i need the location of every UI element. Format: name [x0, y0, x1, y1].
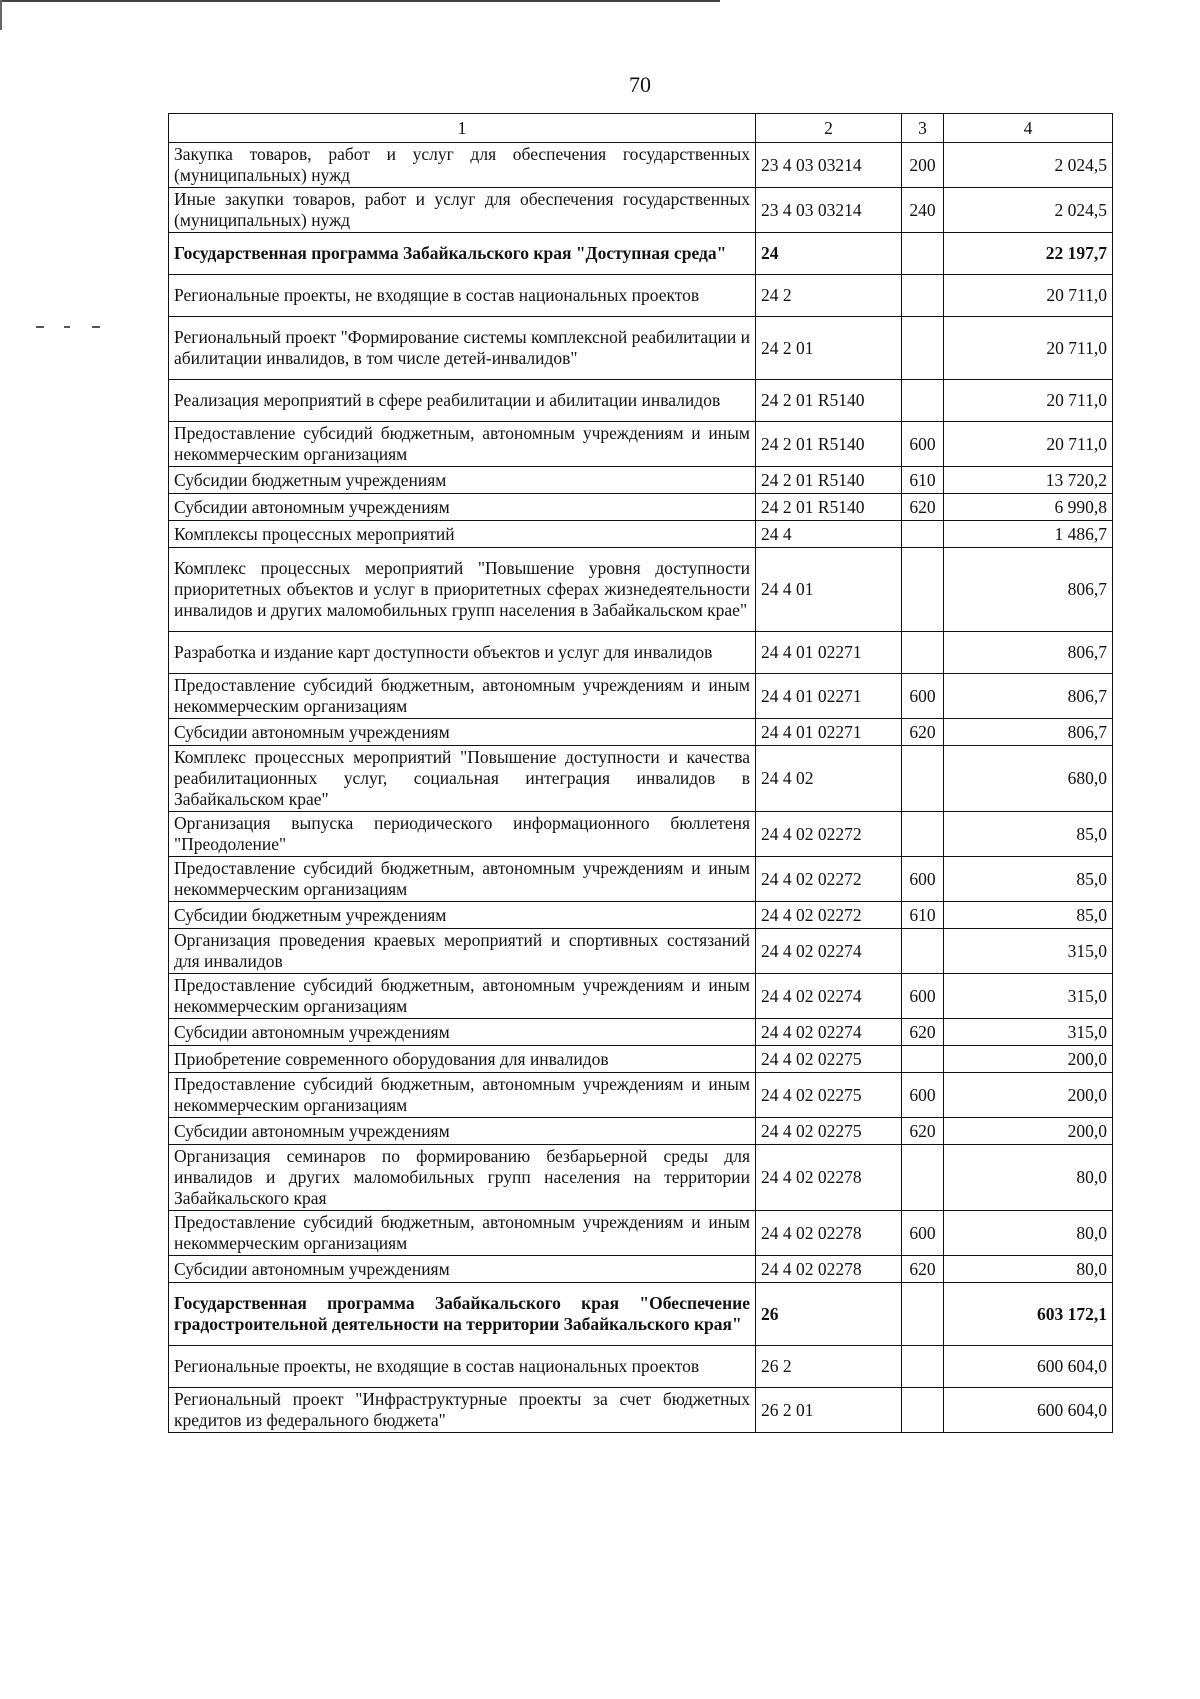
row-type-cell: 600 [902, 857, 944, 902]
row-amount-cell: 20 711,0 [944, 380, 1113, 422]
row-code-cell: 24 4 02 [756, 746, 902, 812]
table-header-row [169, 114, 1113, 143]
scan-edge-left [0, 0, 2, 30]
row-type-cell [902, 746, 944, 812]
page-number: 70 [629, 72, 651, 97]
row-code-cell: 24 4 02 02272 [756, 812, 902, 857]
row-name-cell: Организация семинаров по формированию безбарьерной среды для инвалидов и других маломобильных групп населения на территории Забайкальского края [169, 1145, 756, 1211]
table-row [169, 902, 1113, 929]
table-row [169, 380, 1113, 422]
budget-table-body [169, 114, 1113, 1433]
row-code-cell: 24 [756, 233, 902, 275]
row-amount-cell: 80,0 [944, 1145, 1113, 1211]
table-row [169, 719, 1113, 746]
row-type-cell [902, 632, 944, 674]
row-code-cell: 24 4 02 02274 [756, 974, 902, 1019]
table-row [169, 1388, 1113, 1433]
row-type-cell [902, 275, 944, 317]
row-amount-cell: 6 990,8 [944, 494, 1113, 521]
row-type-cell: 600 [902, 674, 944, 719]
table-row [169, 494, 1113, 521]
column-header: 1 [169, 114, 756, 143]
row-amount-cell: 13 720,2 [944, 467, 1113, 494]
row-name-cell: Субсидии бюджетным учреждениям [169, 467, 756, 494]
row-amount-cell: 85,0 [944, 857, 1113, 902]
row-code-cell: 24 2 01 R5140 [756, 494, 902, 521]
row-code-cell: 24 4 02 02274 [756, 929, 902, 974]
row-code-cell: 23 4 03 03214 [756, 188, 902, 233]
table-row [169, 317, 1113, 380]
row-code-cell: 24 4 01 02271 [756, 632, 902, 674]
row-amount-cell: 200,0 [944, 1073, 1113, 1118]
row-code-cell: 24 4 02 02278 [756, 1211, 902, 1256]
row-name-cell: Региональные проекты, не входящие в состав национальных проектов [169, 275, 756, 317]
row-amount-cell: 2 024,5 [944, 188, 1113, 233]
row-amount-cell: 20 711,0 [944, 422, 1113, 467]
row-code-cell: 24 4 02 02278 [756, 1145, 902, 1211]
row-amount-cell: 80,0 [944, 1256, 1113, 1283]
row-name-cell: Предоставление субсидий бюджетным, автономным учреждениям и иным некоммерческим организациям [169, 1211, 756, 1256]
row-amount-cell: 1 486,7 [944, 521, 1113, 548]
row-amount-cell: 85,0 [944, 812, 1113, 857]
row-amount-cell: 600 604,0 [944, 1346, 1113, 1388]
row-code-cell: 24 4 02 02274 [756, 1019, 902, 1046]
row-name-cell: Организация выпуска периодического информационного бюллетеня "Преодоление" [169, 812, 756, 857]
row-name-cell: Предоставление субсидий бюджетным, автономным учреждениям и иным некоммерческим организациям [169, 674, 756, 719]
row-code-cell: 26 2 01 [756, 1388, 902, 1433]
row-amount-cell: 603 172,1 [944, 1283, 1113, 1346]
table-row [169, 1346, 1113, 1388]
table-row [169, 1046, 1113, 1073]
scan-mark-left [92, 326, 100, 328]
row-code-cell: 23 4 03 03214 [756, 143, 902, 188]
table-row [169, 1019, 1113, 1046]
row-type-cell [902, 1046, 944, 1073]
row-name-cell: Субсидии автономным учреждениям [169, 1256, 756, 1283]
row-type-cell: 610 [902, 467, 944, 494]
row-type-cell [902, 380, 944, 422]
row-code-cell: 24 4 02 02275 [756, 1118, 902, 1145]
column-header: 2 [756, 114, 902, 143]
row-code-cell: 26 [756, 1283, 902, 1346]
column-header: 3 [902, 114, 944, 143]
row-code-cell: 24 4 01 02271 [756, 674, 902, 719]
row-code-cell: 26 2 [756, 1346, 902, 1388]
row-amount-cell: 85,0 [944, 902, 1113, 929]
row-code-cell: 24 4 02 02275 [756, 1046, 902, 1073]
row-amount-cell: 315,0 [944, 1019, 1113, 1046]
table-row [169, 857, 1113, 902]
table-row [169, 632, 1113, 674]
row-type-cell: 620 [902, 719, 944, 746]
table-row [169, 974, 1113, 1019]
row-name-cell: Предоставление субсидий бюджетным, автономным учреждениям и иным некоммерческим организациям [169, 1073, 756, 1118]
row-amount-cell: 806,7 [944, 548, 1113, 632]
table-row [169, 1118, 1113, 1145]
table-row [169, 1073, 1113, 1118]
row-amount-cell: 80,0 [944, 1211, 1113, 1256]
table-row [169, 548, 1113, 632]
table-row [169, 1211, 1113, 1256]
scan-mark-left [64, 326, 70, 328]
row-type-cell: 600 [902, 1211, 944, 1256]
table-row [169, 674, 1113, 719]
row-code-cell: 24 4 02 02278 [756, 1256, 902, 1283]
row-name-cell: Разработка и издание карт доступности объектов и услуг для инвалидов [169, 632, 756, 674]
row-name-cell: Иные закупки товаров, работ и услуг для обеспечения государственных (муниципальных) нужд [169, 188, 756, 233]
row-name-cell: Субсидии автономным учреждениям [169, 719, 756, 746]
row-amount-cell: 200,0 [944, 1118, 1113, 1145]
table-row [169, 1145, 1113, 1211]
row-name-cell: Комплексы процессных мероприятий [169, 521, 756, 548]
row-amount-cell: 315,0 [944, 974, 1113, 1019]
row-type-cell: 620 [902, 1019, 944, 1046]
row-type-cell [902, 233, 944, 275]
row-name-cell: Приобретение современного оборудования для инвалидов [169, 1046, 756, 1073]
row-type-cell [902, 929, 944, 974]
row-name-cell: Региональный проект "Инфраструктурные проекты за счет бюджетных кредитов из федерального бюджета" [169, 1388, 756, 1433]
table-row [169, 275, 1113, 317]
budget-table [168, 113, 1113, 1433]
row-code-cell: 24 4 01 [756, 548, 902, 632]
row-type-cell [902, 548, 944, 632]
row-name-cell: Предоставление субсидий бюджетным, автономным учреждениям и иным некоммерческим организациям [169, 422, 756, 467]
row-name-cell: Государственная программа Забайкальского края "Обеспечение градостроительной деятельности на территории Забайкальского края" [169, 1283, 756, 1346]
table-row [169, 521, 1113, 548]
scan-edge-top [0, 0, 720, 2]
row-code-cell: 24 4 02 02275 [756, 1073, 902, 1118]
row-amount-cell: 806,7 [944, 632, 1113, 674]
row-name-cell: Региональные проекты, не входящие в состав национальных проектов [169, 1346, 756, 1388]
row-name-cell: Субсидии бюджетным учреждениям [169, 902, 756, 929]
row-amount-cell: 600 604,0 [944, 1388, 1113, 1433]
table-row [169, 1283, 1113, 1346]
row-name-cell: Субсидии автономным учреждениям [169, 1019, 756, 1046]
row-type-cell: 200 [902, 143, 944, 188]
row-type-cell: 600 [902, 974, 944, 1019]
row-type-cell [902, 1346, 944, 1388]
row-amount-cell: 315,0 [944, 929, 1113, 974]
table-row [169, 422, 1113, 467]
row-code-cell: 24 4 02 02272 [756, 857, 902, 902]
row-name-cell: Субсидии автономным учреждениям [169, 1118, 756, 1145]
row-code-cell: 24 2 01 R5140 [756, 467, 902, 494]
table-row [169, 746, 1113, 812]
row-type-cell [902, 812, 944, 857]
row-type-cell: 600 [902, 1073, 944, 1118]
row-amount-cell: 20 711,0 [944, 275, 1113, 317]
row-type-cell [902, 521, 944, 548]
row-type-cell: 610 [902, 902, 944, 929]
table-row [169, 1256, 1113, 1283]
table-row [169, 188, 1113, 233]
row-amount-cell: 806,7 [944, 674, 1113, 719]
row-name-cell: Предоставление субсидий бюджетным, автономным учреждениям и иным некоммерческим организациям [169, 857, 756, 902]
table-row [169, 812, 1113, 857]
row-code-cell: 24 2 01 R5140 [756, 380, 902, 422]
row-name-cell: Региональный проект "Формирование системы комплексной реабилитации и абилитации инвалидов, в том числе детей-инвалидов" [169, 317, 756, 380]
row-type-cell: 620 [902, 1118, 944, 1145]
row-type-cell: 620 [902, 494, 944, 521]
row-name-cell: Реализация мероприятий в сфере реабилитации и абилитации инвалидов [169, 380, 756, 422]
row-code-cell: 24 2 01 R5140 [756, 422, 902, 467]
row-amount-cell: 680,0 [944, 746, 1113, 812]
row-type-cell [902, 1388, 944, 1433]
row-type-cell [902, 317, 944, 380]
row-name-cell: Субсидии автономным учреждениям [169, 494, 756, 521]
row-amount-cell: 2 024,5 [944, 143, 1113, 188]
row-amount-cell: 20 711,0 [944, 317, 1113, 380]
row-code-cell: 24 2 [756, 275, 902, 317]
row-code-cell: 24 4 01 02271 [756, 719, 902, 746]
row-code-cell: 24 4 [756, 521, 902, 548]
column-header: 4 [944, 114, 1113, 143]
table-row [169, 233, 1113, 275]
row-type-cell [902, 1145, 944, 1211]
scan-mark-left [36, 326, 44, 328]
row-name-cell: Государственная программа Забайкальского края "Доступная среда" [169, 233, 756, 275]
row-type-cell: 620 [902, 1256, 944, 1283]
row-amount-cell: 22 197,7 [944, 233, 1113, 275]
row-type-cell [902, 1283, 944, 1346]
row-code-cell: 24 2 01 [756, 317, 902, 380]
table-row [169, 929, 1113, 974]
row-amount-cell: 806,7 [944, 719, 1113, 746]
row-code-cell: 24 4 02 02272 [756, 902, 902, 929]
row-name-cell: Организация проведения краевых мероприятий и спортивных состязаний для инвалидов [169, 929, 756, 974]
row-name-cell: Предоставление субсидий бюджетным, автономным учреждениям и иным некоммерческим организациям [169, 974, 756, 1019]
row-name-cell: Комплекс процессных мероприятий "Повышение доступности и качества реабилитационных услуг, социальная интеграция инвалидов в Забайкальском крае" [169, 746, 756, 812]
row-amount-cell: 200,0 [944, 1046, 1113, 1073]
row-type-cell: 240 [902, 188, 944, 233]
row-name-cell: Комплекс процессных мероприятий "Повышение уровня доступности приоритетных объектов и услуг в приоритетных сферах жизнедеятельности инвалидов и других маломобильных групп населения в Забайкальском крае" [169, 548, 756, 632]
row-name-cell: Закупка товаров, работ и услуг для обеспечения государственных (муниципальных) нужд [169, 143, 756, 188]
table-row [169, 143, 1113, 188]
table-row [169, 467, 1113, 494]
row-type-cell: 600 [902, 422, 944, 467]
